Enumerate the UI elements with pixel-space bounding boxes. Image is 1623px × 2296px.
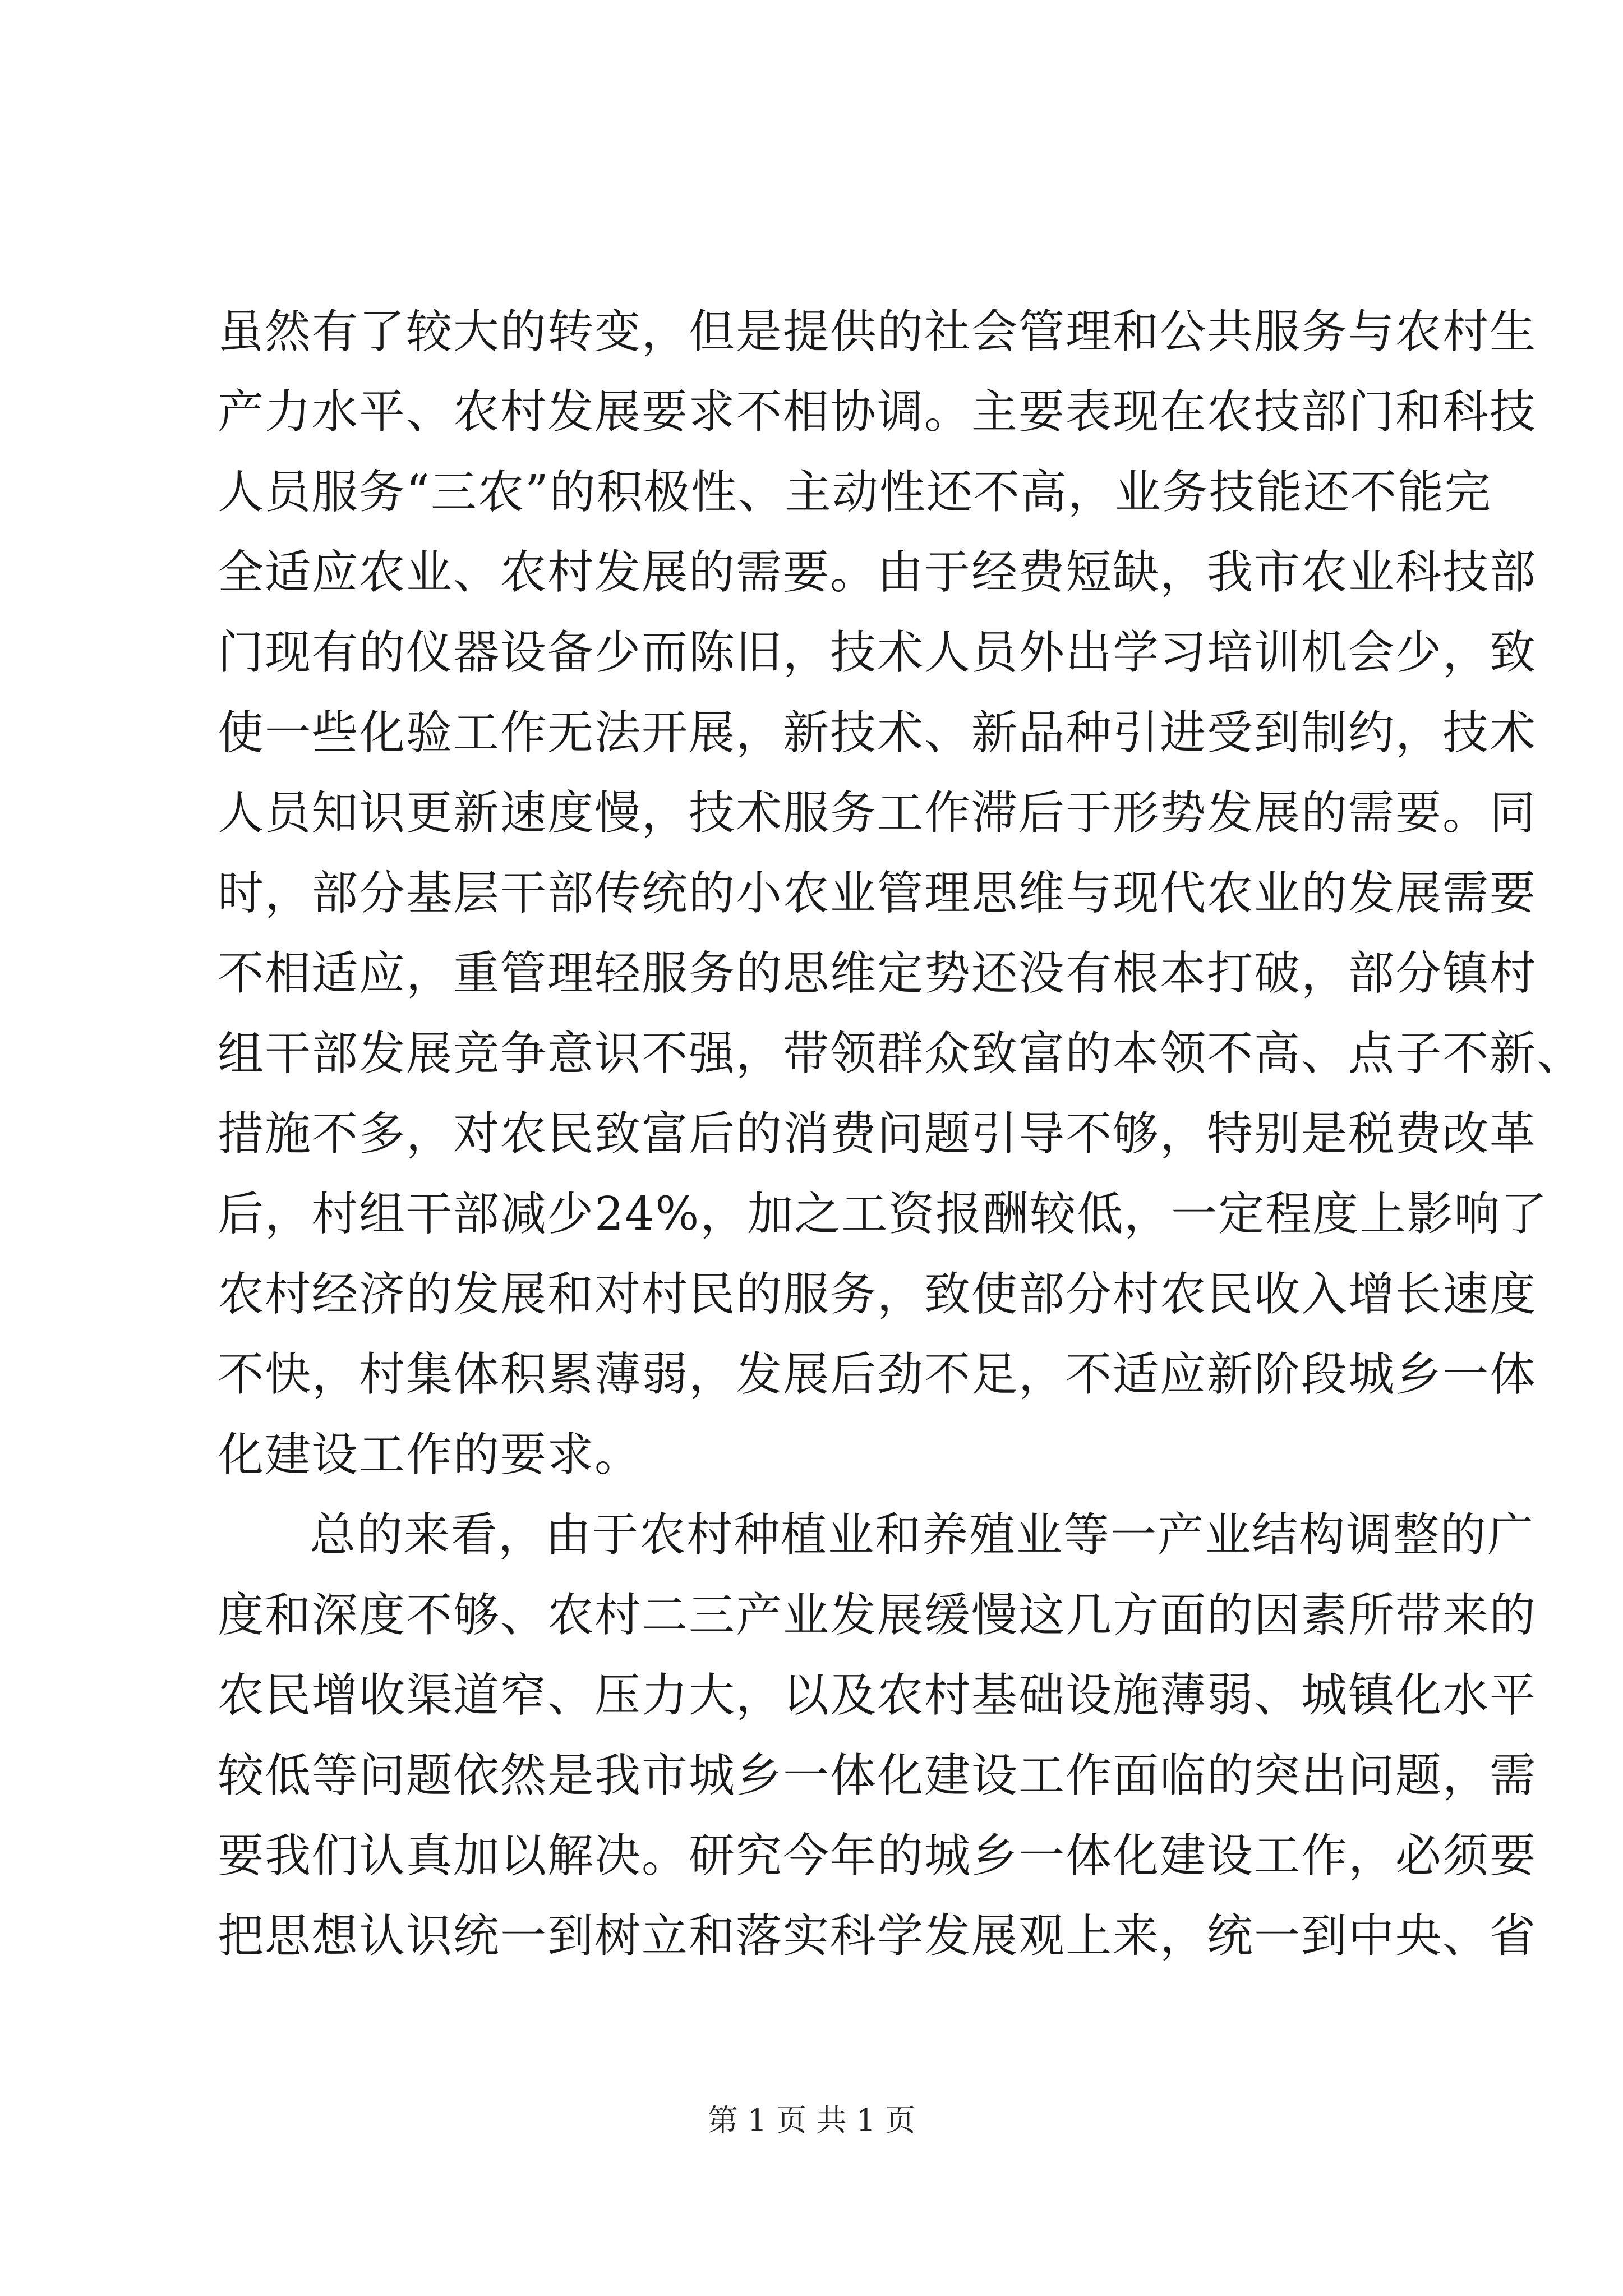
paragraph-1 <box>218 292 1584 1495</box>
text-line: 较低等问题依然是我市城乡一体化建设工作面临的突出问题，需 <box>218 1749 1537 1802</box>
text-line: 措施不多，对农民致富后的消费问题引导不够，特别是税费改革 <box>218 1107 1537 1161</box>
text-line: 不相适应，重管理轻服务的思维定势还没有根本打破，部分镇村 <box>218 947 1537 1000</box>
text-line: 人员服务“三农”的积极性、主动性还不高，业务技能还不能完 <box>218 466 1492 519</box>
text-line: 度和深度不够、农村二三产业发展缓慢这几方面的因素所带来的 <box>218 1589 1537 1642</box>
text-line: 使一些化验工作无法开展，新技术、新品种引进受到制约，技术 <box>218 706 1537 760</box>
text-line: 产力水平、农村发展要求不相协调。主要表现在农技部门和科技 <box>218 385 1537 439</box>
text-line: 虽然有了较大的转变，但是提供的社会管理和公共服务与农村生 <box>218 305 1537 358</box>
body-text <box>218 292 1584 1976</box>
text-line: 把思想认识统一到树立和落实科学发展观上来，统一到中央、省 <box>218 1910 1537 1963</box>
text-line: 要我们认真加以解决。研究今年的城乡一体化建设工作，必须要 <box>218 1829 1537 1883</box>
text-line: 人员知识更新速度慢，技术服务工作滞后于形势发展的需要。同 <box>218 786 1537 840</box>
text-line: 全适应农业、农村发展的需要。由于经费短缺，我市农业科技部 <box>218 546 1537 599</box>
text-line: 不快，村集体积累薄弱，发展后劲不足，不适应新阶段城乡一体 <box>218 1348 1537 1401</box>
page-footer <box>0 2098 1623 2143</box>
text-line: 时，部分基层干部传统的小农业管理思维与现代农业的发展需要 <box>218 867 1537 920</box>
text-line: 组干部发展竞争意识不强，带领群众致富的本领不高、点子不新、 <box>218 1027 1584 1080</box>
text-line: 化建设工作的要求。 <box>218 1428 642 1481</box>
text-line: 农村经济的发展和对村民的服务，致使部分村农民收入增长速度 <box>218 1268 1537 1321</box>
paragraph-2 <box>218 1495 1537 1976</box>
text-line: 后，村组干部减少24%，加之工资报酬较低，一定程度上影响了 <box>218 1188 1548 1241</box>
page-number: 第 1 页 共 1 页 <box>707 2102 916 2138</box>
text-line: 农民增收渠道窄、压力大，以及农村基础设施薄弱、城镇化水平 <box>218 1669 1537 1722</box>
text-line: 总的来看，由于农村种植业和养殖业等一产业结构调整的广 <box>310 1508 1535 1562</box>
text-line: 门现有的仪器设备少而陈旧，技术人员外出学习培训机会少，致 <box>218 626 1537 679</box>
